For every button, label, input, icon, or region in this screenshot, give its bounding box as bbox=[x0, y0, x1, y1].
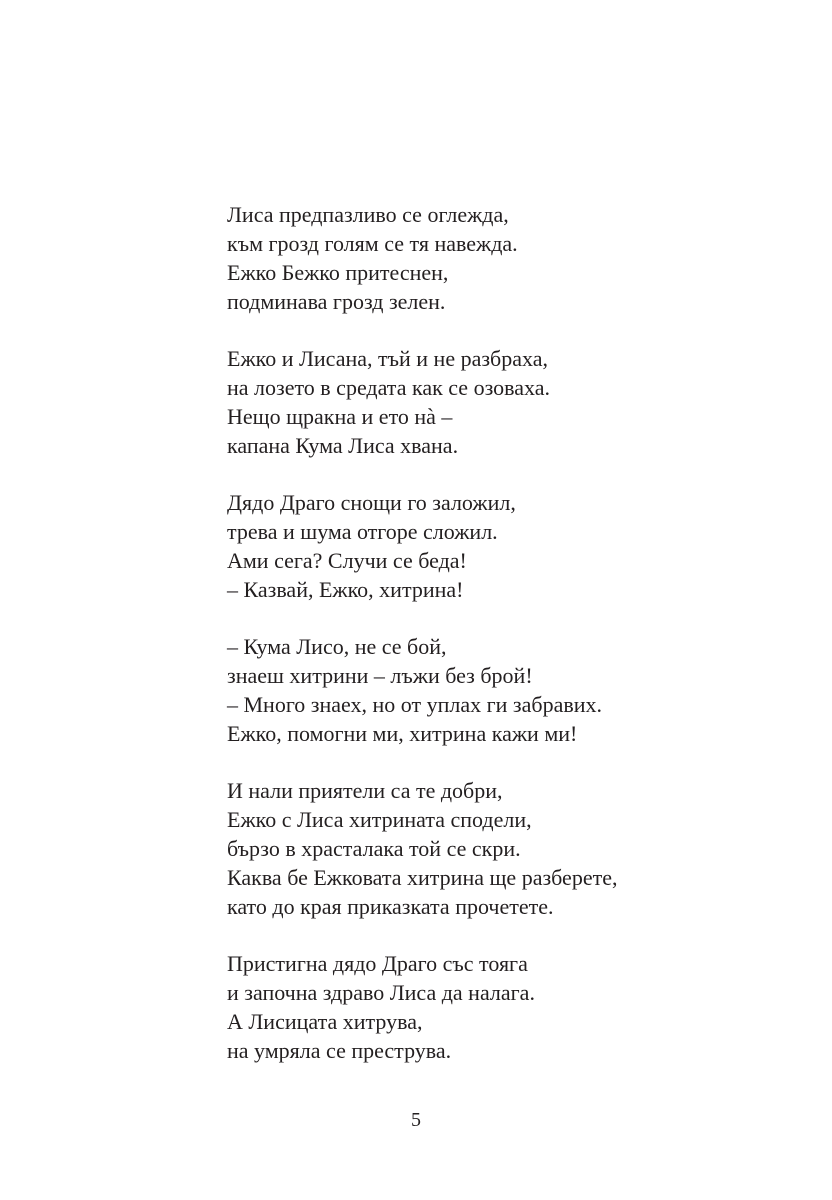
poem-line: Ежко Бежко притеснен, bbox=[227, 260, 449, 285]
stanza-3 bbox=[227, 488, 787, 604]
stanza-6 bbox=[227, 949, 787, 1065]
poem-line: Нещо щракна и ето нà – bbox=[227, 404, 453, 429]
poem-line: към грозд голям се тя навежда. bbox=[227, 231, 518, 256]
poem-line: като до края приказката прочетете. bbox=[227, 894, 554, 919]
poem-line: бързо в храсталака той се скри. bbox=[227, 836, 521, 861]
poem-line: трева и шума отгоре сложил. bbox=[227, 519, 498, 544]
poem-line: Каква бе Ежковата хитрина ще разберете, bbox=[227, 865, 618, 890]
poem-line: подминава грозд зелен. bbox=[227, 289, 446, 314]
poem-line: Ежко с Лиса хитрината сподели, bbox=[227, 807, 532, 832]
page-number: 5 bbox=[411, 1109, 421, 1131]
poem-line: – Казвай, Ежко, хитрина! bbox=[227, 577, 464, 602]
poem-line: на лозето в средата как се озоваха. bbox=[227, 375, 550, 400]
poem-line: Ежко, помогни ми, хитрина кажи ми! bbox=[227, 721, 578, 746]
poem-line: А Лисицата хитрува, bbox=[227, 1009, 423, 1034]
poem-line: Ами сега? Случи се беда! bbox=[227, 548, 467, 573]
poem-line: И нали приятели са те добри, bbox=[227, 778, 503, 803]
poem-line: знаеш хитрини – лъжи без брой! bbox=[227, 663, 533, 688]
stanza-2 bbox=[227, 344, 787, 460]
poem-line: Ежко и Лисана, тъй и не разбраха, bbox=[227, 346, 548, 371]
stanza-1 bbox=[227, 200, 787, 316]
poem-line: Лиса предпазливо се оглежда, bbox=[227, 202, 509, 227]
poem-line: на умряла се преструва. bbox=[227, 1038, 452, 1063]
poem-line: Дядо Драго снощи го заложил, bbox=[227, 490, 516, 515]
poem-line: капана Кума Лиса хвана. bbox=[227, 433, 459, 458]
poem-line: – Кума Лисо, не се бой, bbox=[227, 634, 447, 659]
poem-line: и започна здраво Лиса да налага. bbox=[227, 980, 535, 1005]
poem-line: Пристигна дядо Драго със тояга bbox=[227, 951, 528, 976]
stanza-5 bbox=[227, 776, 787, 921]
stanza-4 bbox=[227, 632, 787, 748]
poem-line: – Много знаех, но от уплах ги забравих. bbox=[227, 692, 602, 717]
poem-text bbox=[227, 200, 787, 1093]
